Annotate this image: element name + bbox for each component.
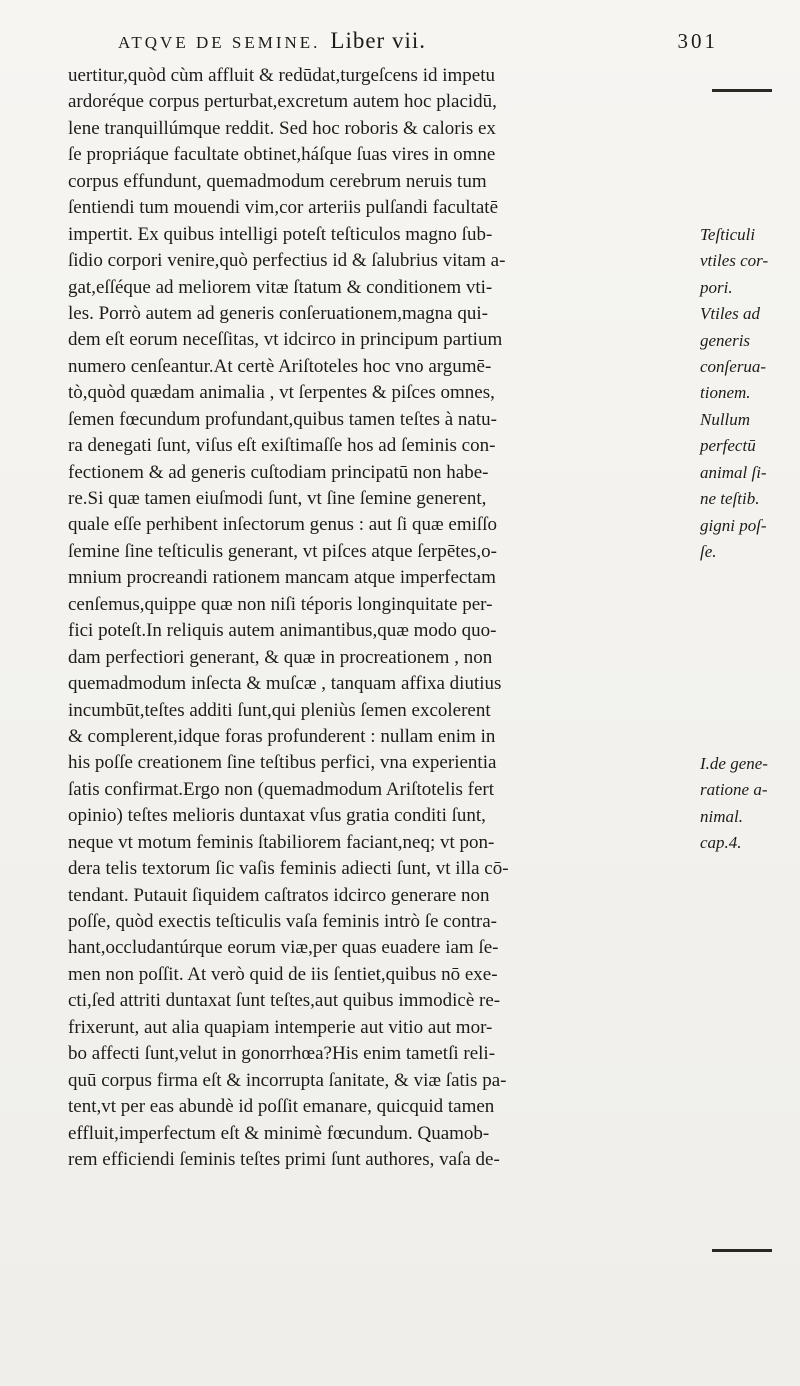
text-line: lene tranquillúmque reddit. Sed hoc roboris & caloris ex bbox=[68, 117, 496, 139]
margin-note: tionem. bbox=[700, 383, 751, 403]
text-line: tent,vt per eas abundè id poſſit emanare, quicquid tamen bbox=[68, 1096, 495, 1118]
margin-note: nimal. bbox=[700, 806, 743, 826]
margin-note: perfectū bbox=[700, 436, 756, 456]
text-line: bo affecti ſunt,velut in gonorrhœa?His enim tametſi reli- bbox=[68, 1043, 496, 1065]
margin-note: Teſticuli bbox=[700, 224, 756, 244]
text-line: fici poteſt.In reliquis autem animantibus,quæ modo quo- bbox=[68, 620, 497, 642]
margin-note: I.de gene- bbox=[700, 753, 768, 773]
text-line: poſſe, quòd exectis teſticulis vaſa feminis intrò ſe contra- bbox=[68, 911, 497, 932]
margin-note: conſerua- bbox=[700, 356, 767, 376]
text-line: his poſſe creationem ſine teſtibus perfici, vna experientia bbox=[68, 752, 497, 774]
margin-note: pori. bbox=[700, 277, 733, 297]
text-line: dam perfectiori generant, & quæ in procreationem , non bbox=[68, 646, 493, 668]
body-text bbox=[68, 63, 696, 1173]
running-head: ATQVE DE SEMINE. bbox=[118, 33, 321, 52]
text-line: rem efficiendi ſeminis teſtes primi ſunt authores, vaſa de- bbox=[68, 1148, 500, 1170]
page-number: 301 bbox=[677, 29, 718, 53]
margin-note: animal ſi- bbox=[700, 462, 767, 482]
text-line: dem eſt eorum neceſſitas, vt idcirco in principum partium bbox=[68, 329, 503, 351]
book-number: Liber vii. bbox=[330, 28, 426, 53]
margin-note: cap.4. bbox=[700, 833, 742, 853]
text-line: men non poſſit. At verò quid de iis ſentiet,quibus nō exe- bbox=[68, 963, 498, 985]
text-line: hant,occludantúrque eorum viæ,per quas euadere iam ſe- bbox=[68, 937, 499, 959]
text-line: tò,quòd quædam animalia , vt ſerpentes & piſces omnes, bbox=[68, 382, 495, 404]
margin-note: Nullum bbox=[700, 409, 751, 429]
margin-note: Vtiles ad bbox=[700, 304, 760, 324]
text-line: ardoréque corpus perturbat,excretum autem hoc placidū, bbox=[68, 91, 497, 113]
text-line: effluit,imperfectum eſt & minimè fœcundum. Quamob- bbox=[68, 1122, 490, 1144]
margin-note: ſe. bbox=[700, 542, 717, 562]
text-line: gat,eſſéque ad meliorem vitæ ſtatum & conditionem vti- bbox=[68, 276, 493, 298]
text-line: & complerent,idque foras profunderent : nullam enim in bbox=[68, 725, 496, 747]
text-line: numero cenſeantur.At certè Ariſtoteles hoc vno argumē- bbox=[68, 355, 492, 377]
text-line: opinio) teſtes melioris duntaxat vſus gratia conditi ſunt, bbox=[68, 805, 486, 827]
text-line: ſemine ſine teſticulis generant, vt piſces atque ſerpētes,o- bbox=[68, 540, 497, 562]
text-line: cti,ſed attriti duntaxat ſunt teſtes,aut quibus immodicè re- bbox=[68, 990, 501, 1012]
text-line: uertitur,quòd cùm affluit & redūdat,turgeſcens id impetu bbox=[68, 65, 495, 86]
text-line: fectionem & ad generis cuſtodiam principatū non habe- bbox=[68, 461, 489, 483]
printers-dash bbox=[712, 89, 772, 92]
running-header bbox=[118, 28, 718, 62]
printers-dash bbox=[712, 1249, 772, 1252]
text-line: cenſemus,quippe quæ non niſi téporis longinquitate per- bbox=[68, 593, 493, 615]
text-line: ſidio corpori venire,quò perfectius id & ſalubrius vitam a- bbox=[68, 250, 506, 272]
text-line: ra denegati ſunt, viſus eſt exiſtimaſſe hos ad ſeminis con- bbox=[68, 435, 496, 457]
text-line: les. Porrò autem ad generis conſeruationem,magna qui- bbox=[68, 302, 488, 324]
text-line: ſentiendi tum mouendi vim,cor arteriis pulſandi facultatē bbox=[68, 197, 499, 219]
text-line: frixerunt, aut alia quapiam intemperie aut vitio aut mor- bbox=[68, 1016, 493, 1038]
text-line: tendant. Putauit ſiquidem caſtratos idcirco generare non bbox=[68, 884, 490, 906]
text-line: ſemen fœcundum profundant,quibus tamen teſtes à natu- bbox=[68, 408, 497, 430]
margin-note: generis bbox=[700, 330, 751, 350]
text-line: dera telis textorum ſic vaſis feminis adiecti ſunt, vt illa cō- bbox=[68, 858, 509, 880]
margin-note: ratione a- bbox=[700, 780, 768, 800]
text-line: mnium procreandi rationem mancam atque imperfectam bbox=[68, 567, 496, 589]
text-line: quale eſſe perhibent inſectorum genus : aut ſi quæ emiſſo bbox=[68, 514, 497, 536]
text-line: corpus effundunt, quemadmodum cerebrum neruis tum bbox=[68, 170, 487, 192]
margin-note: gigni poſ- bbox=[700, 515, 767, 535]
text-line: incumbūt,teſtes additi ſunt,qui pleniùs ſemen excolerent bbox=[68, 699, 491, 721]
margin-note: vtiles cor- bbox=[700, 251, 769, 271]
text-line: re.Si quæ tamen eiuſmodi ſunt, vt ſine ſemine generent, bbox=[68, 488, 487, 509]
text-line: quemadmodum inſecta & muſcæ , tanquam affixa diutius bbox=[68, 673, 502, 695]
text-line: quū corpus firma eſt & incorrupta ſanitate, & viæ ſatis pa- bbox=[68, 1069, 507, 1091]
text-line: neque vt motum feminis ſtabiliorem faciant,neq; vt pon- bbox=[68, 831, 495, 853]
text-line: ſatis confirmat.Ergo non (quemadmodum Ariſtotelis fert bbox=[68, 778, 495, 800]
text-line: impertit. Ex quibus intelligi poteſt teſticulos magno ſub- bbox=[68, 223, 493, 245]
margin-note: ne teſtib. bbox=[700, 489, 760, 509]
text-line: ſe propriáque facultate obtinet,háſque ſuas vires in omne bbox=[68, 144, 496, 166]
